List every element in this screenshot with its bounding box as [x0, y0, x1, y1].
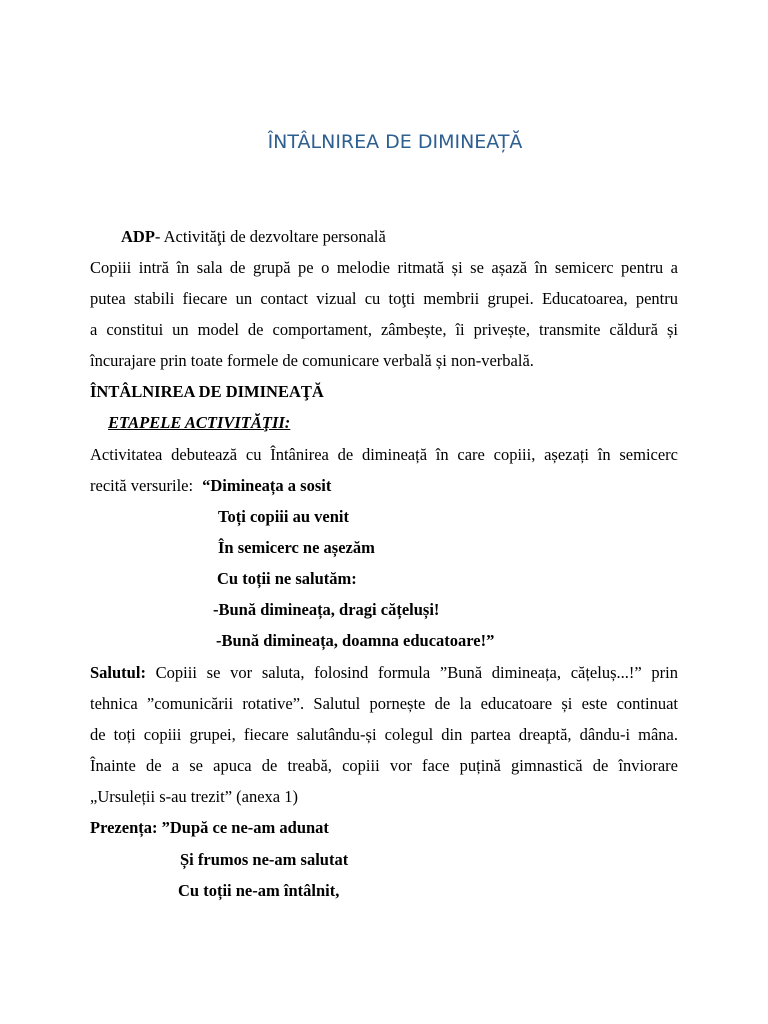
poem-line-2: Toți copiii au venit: [218, 507, 349, 526]
presence-text-1: ”După ce ne-am adunat: [161, 818, 329, 837]
activity-line-1: Activitatea debutează cu Întânirea de dimineață în care copiii, așezați în semicerc: [90, 445, 678, 464]
intro-line-1: Copiii intră în sala de grupă pe o melodie ritmată și se așază în semicerc pentru a: [90, 258, 678, 277]
greeting-label: Salutul:: [90, 663, 146, 682]
greeting-line-1: [90, 663, 678, 683]
activity-line-2: [90, 476, 331, 496]
poem-line-1: “Dimineața a sosit: [202, 476, 332, 495]
greeting-line-2: tehnica ”comunicării rotative”. Salutul pornește de la educatoare și este continuat: [90, 694, 678, 713]
section-heading: ÎNTÂLNIREA DE DIMINEAŢĂ: [90, 382, 324, 401]
presence-label: Prezența:: [90, 818, 158, 837]
poem-line-4: Cu toții ne salutăm:: [217, 569, 357, 588]
presence-line-1: [90, 818, 329, 838]
adp-line: [121, 227, 386, 247]
intro-line-3: a constitui un model de comportament, zâmbește, îi privește, transmite căldură și: [90, 320, 678, 339]
poem-line-6: -Bună dimineața, doamna educatoare!”: [216, 631, 495, 650]
activity-line-2-prefix: recită versurile:: [90, 476, 194, 495]
greeting-line-4: Înainte de a se apuca de treabă, copiii vor face puțină gimnastică de înviorare: [90, 756, 678, 775]
adp-label: ADP: [121, 227, 155, 246]
poem-line-3: În semicerc ne așezăm: [218, 538, 375, 557]
intro-line-2: putea stabili fiecare un contact vizual cu toţti membrii grupei. Educatoarea, pentru: [90, 289, 678, 308]
presence-line-3: Cu toții ne-am întâlnit,: [178, 881, 340, 900]
stages-heading: ETAPELE ACTIVITĂŢII:: [108, 413, 291, 432]
page-title: ÎNTÂLNIREA DE DIMINEAȚĂ: [267, 131, 523, 153]
greeting-line-5: „Ursuleții s-au trezit” (anexa 1): [90, 787, 298, 806]
adp-text: - Activităţi de dezvoltare personală: [154, 227, 386, 246]
poem-line-5: -Bună dimineața, dragi cățeluși!: [213, 600, 440, 619]
greeting-text-1: Copiii se vor saluta, folosind formula ”Bună dimineața, cățeluș...!” prin: [155, 663, 679, 682]
presence-line-2: Și frumos ne-am salutat: [180, 850, 349, 869]
greeting-line-3: de toți copiii grupei, fiecare salutându-și colegul din partea dreaptă, dându-i mâna.: [90, 725, 678, 744]
intro-line-4: încurajare prin toate formele de comunicare verbală și non-verbală.: [90, 351, 534, 370]
